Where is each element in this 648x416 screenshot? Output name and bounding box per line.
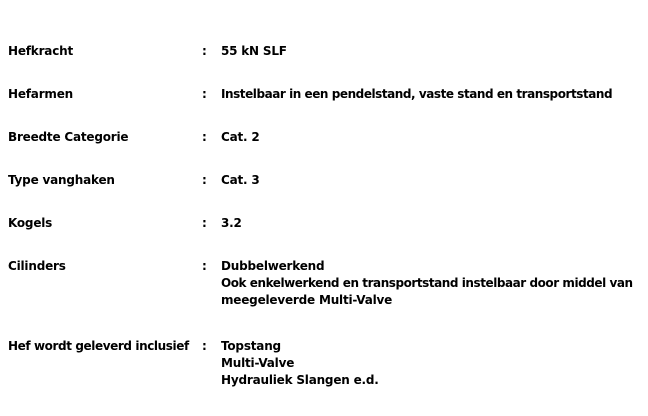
spec-value	[221, 215, 641, 232]
spec-value	[221, 338, 641, 389]
spec-value	[221, 129, 641, 146]
spec-value-line: Cat. 3	[221, 173, 260, 187]
spec-separator: :	[202, 44, 207, 58]
spec-label: Hefarmen	[8, 87, 74, 101]
spec-value-line: Instelbaar in een pendelstand, vaste stand en transportstand	[221, 87, 613, 101]
spec-separator: :	[202, 259, 207, 273]
spec-separator: :	[202, 130, 207, 144]
spec-value-line: Cat. 2	[221, 130, 260, 144]
spec-value	[221, 172, 641, 189]
spec-label: Cilinders	[8, 259, 66, 273]
spec-value-line: 55 kN SLF	[221, 44, 287, 58]
spec-separator: :	[202, 173, 207, 187]
spec-value-line: 3.2	[221, 216, 242, 230]
spec-label: Breedte Categorie	[8, 130, 129, 144]
spec-label: Hefkracht	[8, 44, 73, 58]
spec-separator: :	[202, 87, 207, 101]
spec-label: Hef wordt geleverd inclusief	[8, 339, 189, 353]
spec-value	[221, 86, 641, 103]
spec-value-line: Dubbelwerkend	[221, 259, 325, 273]
spec-value-line: Hydrauliek Slangen e.d.	[221, 373, 379, 387]
spec-value-line: Ook enkelwerkend en transportstand instelbaar door middel van	[221, 276, 633, 290]
spec-label: Kogels	[8, 216, 53, 230]
spec-value	[221, 43, 641, 60]
spec-separator: :	[202, 216, 207, 230]
spec-value	[221, 258, 641, 309]
spec-value-line: Topstang	[221, 339, 281, 353]
spec-value-line: Multi-Valve	[221, 356, 295, 370]
spec-separator: :	[202, 339, 207, 353]
spec-value-line: meegeleverde Multi-Valve	[221, 293, 393, 307]
spec-label: Type vanghaken	[8, 173, 115, 187]
